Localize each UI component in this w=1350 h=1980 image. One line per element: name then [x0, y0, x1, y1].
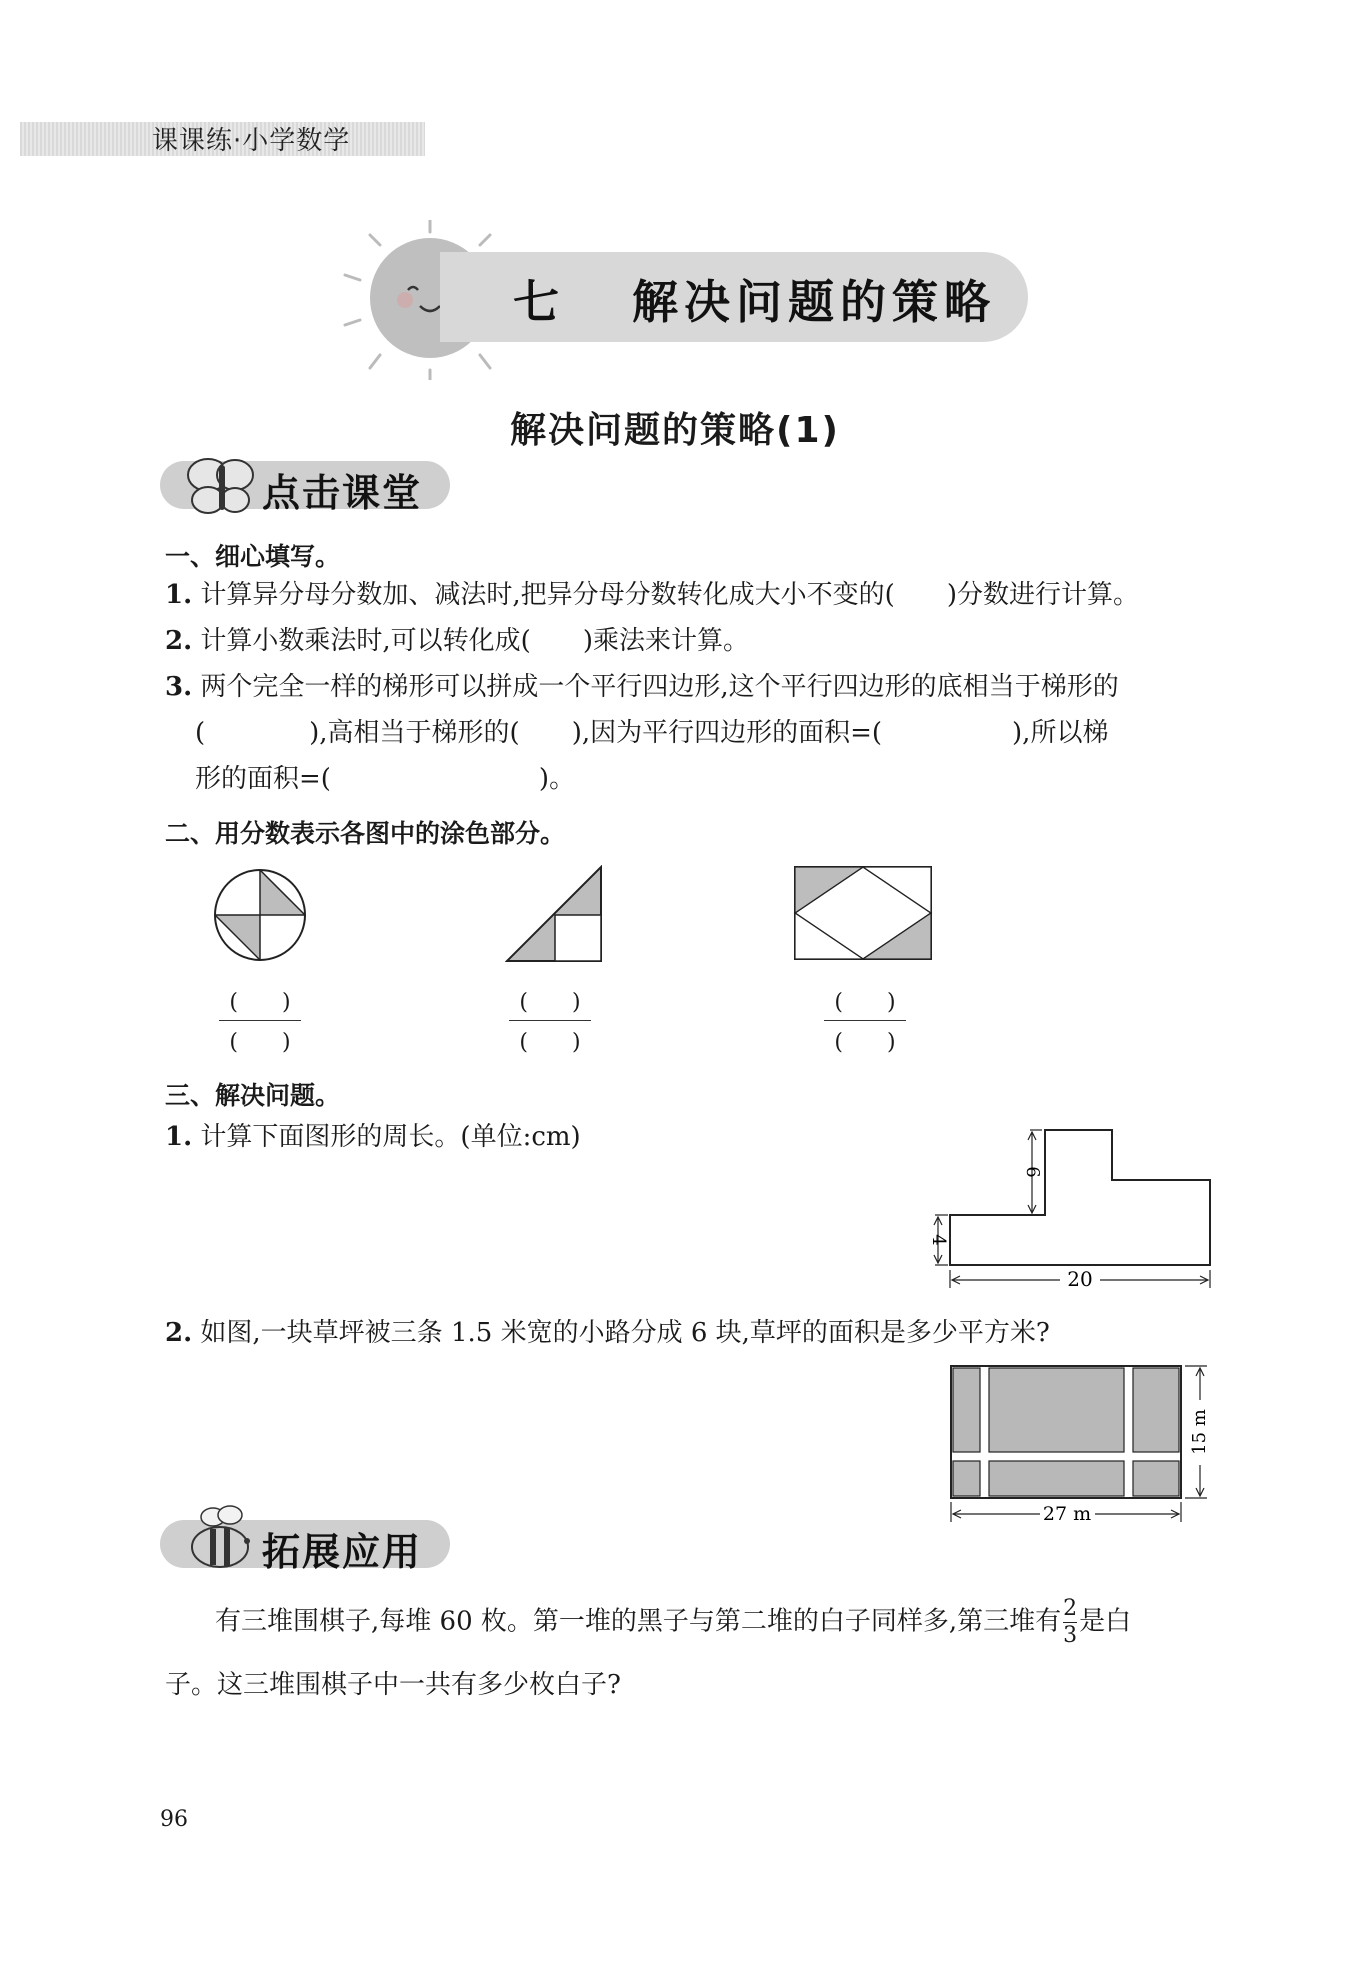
dim-label-20: 20 — [1067, 1267, 1093, 1291]
problem-text: 有三堆围棋子,每堆 60 枚。第一堆的黑子与第二堆的白子同样多,第三堆有 — [215, 1606, 1062, 1637]
q-number: 1. — [165, 1122, 193, 1152]
chapter-title: 解决问题的策略 — [632, 275, 996, 329]
fraction-bar — [509, 1020, 591, 1021]
q-text: 计算下面图形的周长。(单位:cm) — [200, 1122, 581, 1152]
page-number: 96 — [160, 1807, 188, 1832]
answer-fraction-2[interactable] — [505, 985, 595, 1056]
lawn-figure — [945, 1360, 1225, 1525]
answer-fraction-3[interactable] — [820, 985, 910, 1056]
dim-label-6: 6 — [1022, 1166, 1043, 1178]
extension-line2: 子。这三堆围棋子中一共有多少枚白子? — [165, 1670, 621, 1700]
bee-icon — [175, 1505, 265, 1575]
butterfly-icon — [180, 450, 260, 520]
answer-fraction-1[interactable] — [215, 985, 305, 1056]
fraction-denominator: 3 — [1063, 1623, 1078, 1648]
perimeter-figure — [920, 1120, 1220, 1300]
rectangle-figure — [793, 865, 933, 961]
part1-q3-line3: 形的面积=( )。 — [195, 764, 576, 794]
lesson-title: 解决问题的策略(1) — [510, 410, 840, 451]
q-number: 2. — [165, 626, 193, 656]
dim-label-4: 4 — [928, 1234, 949, 1246]
circle-figure — [210, 865, 310, 965]
part1-q1 — [165, 582, 1139, 608]
triangle-figure — [505, 865, 605, 965]
q-text: 计算异分母分数加、减法时,把异分母分数转化成大小不变的( )分数进行计算。 — [200, 580, 1139, 610]
denominator-blank[interactable]: ( ) — [834, 1030, 896, 1055]
part3-q1 — [165, 1124, 581, 1150]
book-header: 课课练·小学数学 — [152, 126, 351, 156]
q-number: 1. — [165, 580, 193, 610]
problem-text: 是白 — [1079, 1606, 1132, 1637]
part1-q3-line2: ( ),高相当于梯形的( ),因为平行四边形的面积=( ),所以梯 — [195, 718, 1109, 748]
section-title-classroom: 点击课堂 — [262, 471, 423, 515]
numerator-blank[interactable]: ( ) — [834, 990, 896, 1015]
part3-heading: 三、解决问题。 — [165, 1081, 341, 1110]
extension-line1 — [215, 1598, 1131, 1647]
denominator-blank[interactable]: ( ) — [229, 1030, 291, 1055]
fraction-bar — [219, 1020, 301, 1021]
numerator-blank[interactable]: ( ) — [519, 990, 581, 1015]
fraction-bar — [824, 1020, 906, 1021]
part1-q3-line1 — [165, 674, 1119, 700]
dim-label-27m: 27 m — [1042, 1503, 1092, 1525]
part2-heading: 二、用分数表示各图中的涂色部分。 — [165, 819, 566, 848]
fraction-two-thirds — [1063, 1598, 1077, 1647]
denominator-blank[interactable]: ( ) — [519, 1030, 581, 1055]
section-title-extension: 拓展应用 — [262, 1530, 423, 1574]
fraction-numerator: 2 — [1063, 1596, 1078, 1621]
q-number: 3. — [165, 672, 193, 702]
part1-q2 — [165, 628, 749, 654]
numerator-blank[interactable]: ( ) — [229, 990, 291, 1015]
q-text: 如图,一块草坪被三条 1.5 米宽的小路分成 6 块,草坪的面积是多少平方米? — [200, 1318, 1050, 1348]
chapter-number: 七 — [513, 275, 565, 329]
q-number: 2. — [165, 1318, 193, 1348]
part3-q2 — [165, 1320, 1050, 1346]
part1-heading: 一、细心填写。 — [165, 542, 341, 571]
dim-label-15m: 15 m — [1189, 1409, 1210, 1455]
q-text: 两个完全一样的梯形可以拼成一个平行四边形,这个平行四边形的底相当于梯形的 — [200, 672, 1119, 702]
q-text: 计算小数乘法时,可以转化成( )乘法来计算。 — [200, 626, 749, 656]
